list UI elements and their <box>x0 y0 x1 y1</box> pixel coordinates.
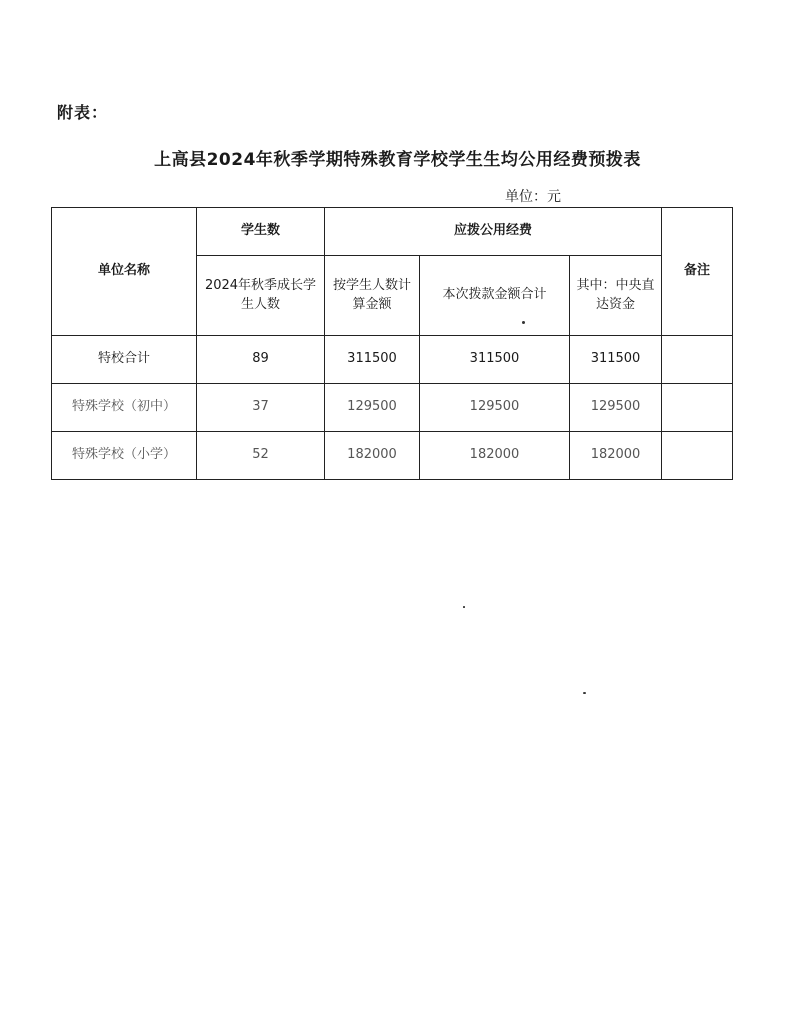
row-students: 37 <box>197 384 325 432</box>
funding-table <box>51 207 733 480</box>
document-title: 上高县2024年秋季学期特殊教育学校学生生均公用经费预拨表 <box>154 150 641 170</box>
row-central: 129500 <box>570 384 662 432</box>
table-row <box>52 336 733 384</box>
header-allocated-funds: 应拨公用经费 <box>325 208 662 256</box>
row-remarks <box>662 336 733 384</box>
row-total: 182000 <box>420 432 570 480</box>
header-central-direct: 其中：中央直达资金 <box>570 256 662 336</box>
scan-speck <box>522 321 525 324</box>
row-central: 311500 <box>570 336 662 384</box>
header-unit-name: 单位名称 <box>52 208 197 336</box>
header-total-this-time: 本次拨款金额合计 <box>420 256 570 336</box>
header-student-count: 学生数 <box>197 208 325 256</box>
unit-label: 单位：元 <box>505 189 561 205</box>
row-name: 特校合计 <box>52 336 197 384</box>
row-remarks <box>662 384 733 432</box>
row-calc-amount: 129500 <box>325 384 420 432</box>
table-row <box>52 432 733 480</box>
row-remarks <box>662 432 733 480</box>
scan-speck <box>583 692 586 694</box>
row-students: 89 <box>197 336 325 384</box>
row-name: 特殊学校（小学） <box>52 432 197 480</box>
header-student-count-sub: 2024年秋季成长学生人数 <box>197 256 325 336</box>
scan-speck <box>463 606 465 608</box>
attachment-label: 附表： <box>57 103 109 122</box>
row-students: 52 <box>197 432 325 480</box>
table-row <box>52 384 733 432</box>
row-total: 129500 <box>420 384 570 432</box>
row-name: 特殊学校（初中） <box>52 384 197 432</box>
row-total: 311500 <box>420 336 570 384</box>
row-central: 182000 <box>570 432 662 480</box>
row-calc-amount: 182000 <box>325 432 420 480</box>
header-row-1 <box>52 208 733 256</box>
row-calc-amount: 311500 <box>325 336 420 384</box>
header-remarks: 备注 <box>662 208 733 336</box>
header-calc-by-students: 按学生人数计算金额 <box>325 256 420 336</box>
